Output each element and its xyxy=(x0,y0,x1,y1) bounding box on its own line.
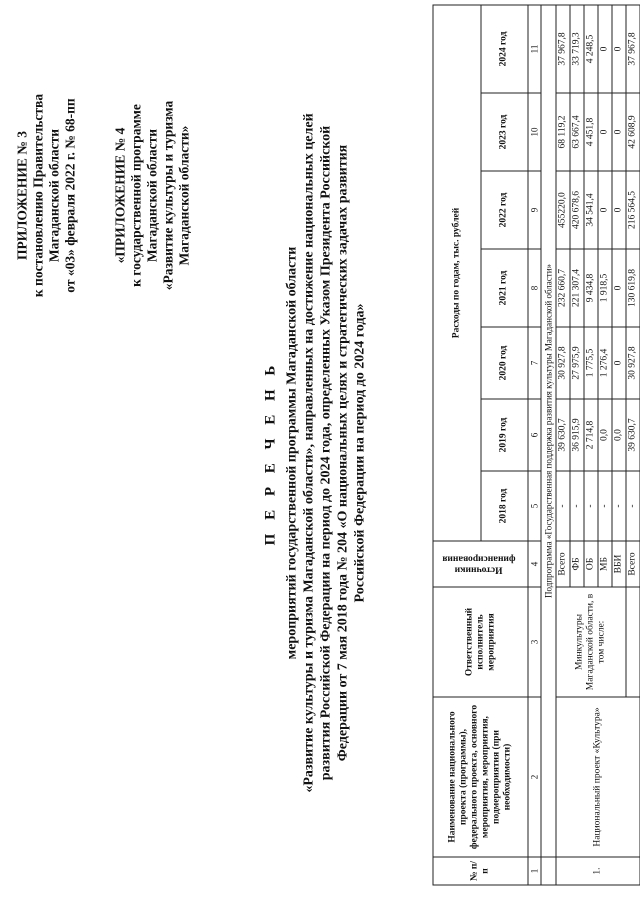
value-cell: 39 630,7 xyxy=(626,399,640,471)
appendix-4-line-2: Магаданской области xyxy=(144,128,159,262)
column-number: 1 xyxy=(528,857,541,885)
listing-line-5: Российской Федерации на период до 2024 года» xyxy=(352,303,367,602)
value-cell: 0 xyxy=(598,171,612,249)
listing-title: П Е Р Е Ч Е Н Ь xyxy=(262,360,278,545)
header-name: Наименование национального проекта (программы), федерального проекта, основного мероприятия, мероприятия, подмероприятия (при необходимости) xyxy=(433,697,528,857)
header-year-2023: 2023 год xyxy=(480,93,528,171)
value-cell: 36 915,9 xyxy=(570,399,584,471)
value-cell: 0 xyxy=(612,327,626,399)
value-cell: 130 619,8 xyxy=(626,249,640,327)
value-cell: 37 967,8 xyxy=(556,4,570,92)
table-row xyxy=(556,4,570,884)
column-number: 6 xyxy=(528,399,541,471)
header-year-2019: 2019 год xyxy=(480,399,528,471)
value-cell: 42 608,9 xyxy=(626,93,640,171)
header-year-2018: 2018 год xyxy=(480,471,528,541)
listing-line-2: «Развитие культуры и туризма Магаданской области», направленных на достижение национальных целей xyxy=(301,112,316,793)
listing-line-4: Федерации от 7 мая 2018 года № 204 «О национальных целях и стратегических задачах развития xyxy=(335,144,350,761)
column-number: 10 xyxy=(528,93,541,171)
value-cell: - xyxy=(598,471,612,541)
column-number: 11 xyxy=(528,4,541,92)
column-number: 3 xyxy=(528,587,541,697)
value-cell: 0 xyxy=(612,4,626,92)
header-year-2021: 2021 год xyxy=(480,249,528,327)
value-cell: - xyxy=(612,471,626,541)
value-cell: 1 276,4 xyxy=(598,327,612,399)
column-number: 4 xyxy=(528,541,541,587)
column-number: 5 xyxy=(528,471,541,541)
header-num: № п/п xyxy=(433,857,528,885)
value-cell: 420 678,6 xyxy=(570,171,584,249)
appendix-4-line-4: Магаданской области» xyxy=(176,125,191,265)
header-source: Источники финансирования xyxy=(441,553,515,575)
value-cell: 1 918,5 xyxy=(598,249,612,327)
executor-empty-cell xyxy=(626,587,640,697)
value-cell: 0,0 xyxy=(612,399,626,471)
source-cell: ФБ xyxy=(570,541,584,587)
appendix-4-line-1: к государственной программе xyxy=(128,103,143,287)
listing-line-1: мероприятий государственной программы Магаданской области xyxy=(284,246,299,659)
appendix-4-title: «ПРИЛОЖЕНИЕ № 4 xyxy=(112,127,127,263)
header-executor: Ответственный исполнитель мероприятия xyxy=(433,587,528,697)
column-number: 2 xyxy=(528,697,541,857)
value-cell: 9 434,8 xyxy=(584,249,598,327)
project-name: Национальный проект «Культура» xyxy=(556,697,640,857)
source-cell: ОБ xyxy=(584,541,598,587)
column-number-row xyxy=(528,4,541,884)
appendix-3-header xyxy=(14,30,78,360)
appendix-3-line-3: от «03» февраля 2022 г. № 68-пп xyxy=(62,97,77,293)
value-cell: 37 967,8 xyxy=(626,4,640,92)
source-cell: МБ xyxy=(598,541,612,587)
subprogram-row xyxy=(541,4,556,884)
value-cell: 0,0 xyxy=(598,399,612,471)
column-number: 9 xyxy=(528,171,541,249)
appendix-3-line-1: к постановлению Правительства xyxy=(30,93,45,297)
header-expenses: Расходы по годам, тыс. рублей xyxy=(433,4,481,540)
project-executor: Минкультуры Магаданской области, в том числе: xyxy=(556,587,626,697)
source-cell: Всего xyxy=(556,541,570,587)
value-cell: 221 307,4 xyxy=(570,249,584,327)
value-cell: 0 xyxy=(598,4,612,92)
value-cell: 30 927,8 xyxy=(556,327,570,399)
value-cell: - xyxy=(584,471,598,541)
header-year-2020: 2020 год xyxy=(480,327,528,399)
listing-heading xyxy=(262,30,368,875)
value-cell: 33 719,3 xyxy=(570,4,584,92)
value-cell: 455220,0 xyxy=(556,171,570,249)
value-cell: 1 775,5 xyxy=(584,327,598,399)
column-number: 8 xyxy=(528,249,541,327)
appendix-4-line-3: «Развитие культуры и туризма xyxy=(160,100,175,290)
value-cell: 0 xyxy=(598,93,612,171)
value-cell: 232 660,7 xyxy=(556,249,570,327)
value-cell: 4 248,5 xyxy=(584,4,598,92)
value-cell: 0 xyxy=(612,93,626,171)
column-number: 7 xyxy=(528,327,541,399)
value-cell: 63 667,4 xyxy=(570,93,584,171)
subprogram-num-cell xyxy=(541,857,556,885)
value-cell: 34 541,4 xyxy=(584,171,598,249)
value-cell: 216 564,5 xyxy=(626,171,640,249)
header-year-2024: 2024 год xyxy=(480,4,528,92)
value-cell: 2 714,8 xyxy=(584,399,598,471)
measures-table xyxy=(432,4,640,885)
value-cell: 4 451,8 xyxy=(584,93,598,171)
value-cell: 39 630,7 xyxy=(556,399,570,471)
project-number: 1. xyxy=(556,857,640,885)
value-cell: - xyxy=(626,471,640,541)
appendix-3-title: ПРИЛОЖЕНИЕ № 3 xyxy=(14,130,29,260)
value-cell: 27 975,9 xyxy=(570,327,584,399)
value-cell: 30 927,8 xyxy=(626,327,640,399)
header-source-cell xyxy=(433,541,528,587)
subprogram-title: Подпрограмма «Государственная поддержка развития культуры Магаданской области» xyxy=(541,4,556,856)
source-cell: ВБИ xyxy=(612,541,626,587)
source-cell: Всего xyxy=(626,541,640,587)
value-cell: - xyxy=(570,471,584,541)
value-cell: - xyxy=(556,471,570,541)
appendix-3-line-2: Магаданской области xyxy=(46,128,61,262)
header-year-2022: 2022 год xyxy=(480,171,528,249)
value-cell: 0 xyxy=(612,249,626,327)
value-cell: 0 xyxy=(612,171,626,249)
appendix-4-header xyxy=(112,30,192,360)
table-header-row xyxy=(433,4,481,884)
value-cell: 68 119,2 xyxy=(556,93,570,171)
listing-line-3: развития Российской Федерации на период до 2024 года, определенных Указом Президента Российской xyxy=(318,125,333,780)
